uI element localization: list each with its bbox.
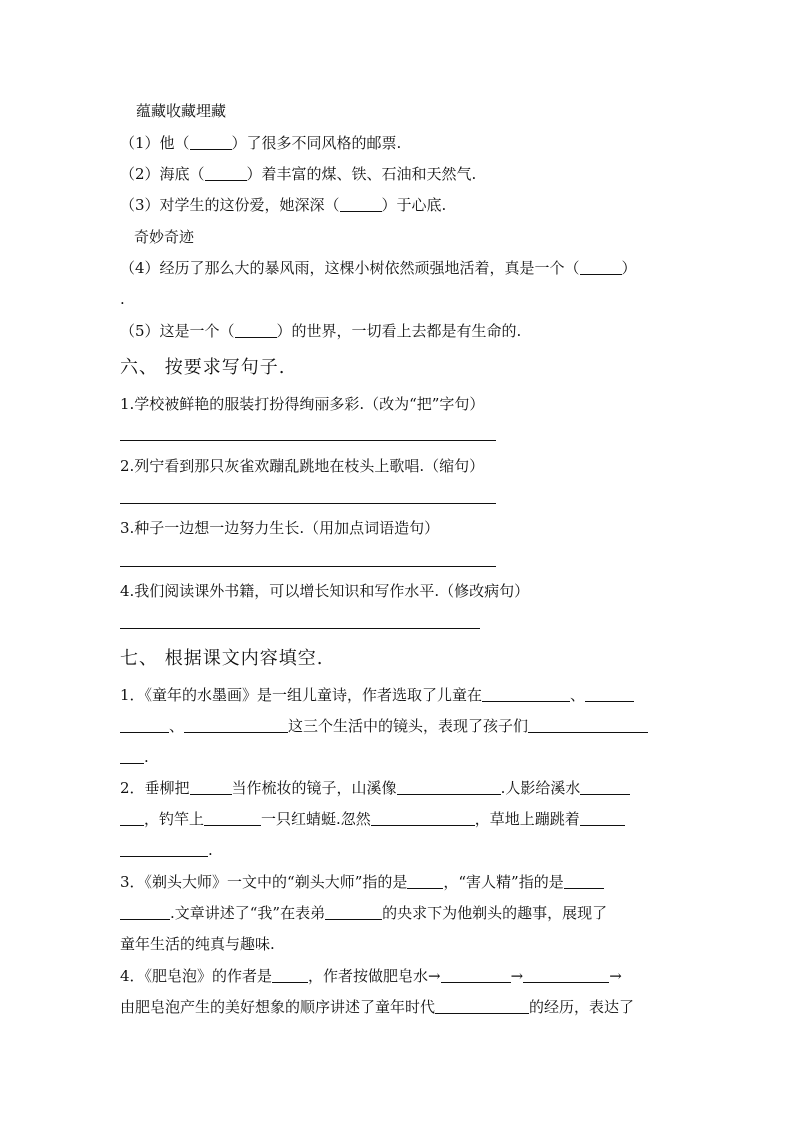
answer-blank[interactable] [585,686,634,702]
answer-blank[interactable] [523,967,609,983]
answer-blank[interactable] [441,967,511,983]
s7-q1-line1: 1．《童年的水墨画》是一组儿童诗，作者选取了儿童在 、 [120,684,634,706]
answer-blank[interactable] [190,134,232,150]
answer-blank[interactable] [435,998,529,1014]
section-6-title: 六、 按要求写句子. [120,357,286,378]
answer-blank[interactable] [528,717,648,733]
answer-blank[interactable] [580,259,622,275]
answer-blank[interactable] [184,717,288,733]
s6-question-2: 2.列宁看到那只灰雀欢蹦乱跳地在枝头上歌唱.（缩句） [120,457,485,475]
answer-blank[interactable] [204,810,261,826]
q5-item-3: （3）对学生的这份爱，她深深（ ）于心底. [120,196,447,214]
answer-blank[interactable] [340,196,382,212]
s6-question-3: 3.种子一边想一边努力生长.（用加点词语造句） [120,519,440,537]
answer-blank[interactable] [190,779,232,795]
answer-blank[interactable] [120,748,144,764]
answer-blank[interactable] [325,904,382,920]
answer-blank[interactable] [120,717,169,733]
section-7-title: 七、 根据课文内容填空. [120,648,324,669]
answer-blank[interactable] [580,810,625,826]
answer-blank[interactable] [272,967,308,983]
s7-q4-line1: 4．《肥皂泡》的作者是 ，作者按做肥皂水→ → → [120,967,622,985]
s7-q2-line1: 2．垂柳把 当作梳妆的镜子，山溪像 .人影给溪水 [120,777,630,799]
answer-blank[interactable] [120,810,144,826]
answer-blank[interactable] [120,904,170,920]
answer-blank[interactable] [564,873,604,889]
answer-line[interactable] [120,628,480,629]
q5-item-4-cont: . [120,290,125,308]
answer-blank[interactable] [120,841,208,857]
s6-question-4: 4.我们阅读课外书籍，可以增长知识和写作水平.（修改病句） [120,582,530,600]
s7-q3-line3: 童年生活的纯真与趣味. [120,935,275,953]
answer-blank[interactable] [407,873,443,889]
answer-blank[interactable] [235,322,277,338]
answer-blank[interactable] [205,165,247,181]
s7-q3-line1: 3．《剃头大师》一文中的“剃头大师”指的是 ，“害人精”指的是 [120,871,604,893]
q5-item-4: （4）经历了那么大的暴风雨，这棵小树依然顽强地活着，真是一个（ ） [120,259,637,277]
s6-question-1: 1.学校被鲜艳的服装打扮得绚丽多彩.（改为“把”字句） [120,395,485,413]
q5-item-2: （2）海底（ ）着丰富的煤、铁、石油和天然气. [120,165,477,183]
s7-q3-line2: .文章讲述了“我”在表弟 的央求下为他剃头的趣事，展现了 [120,902,607,924]
answer-blank[interactable] [580,779,630,795]
q5-item-1: （1）他（ ）了很多不同风格的邮票. [120,134,402,152]
answer-blank[interactable] [371,810,475,826]
s7-q2-line2: ，钓竿上 一只红蜻蜓.忽然 ，草地上蹦跳着 [120,808,625,830]
answer-line[interactable] [120,566,496,567]
s7-q1-line2: 、 这三个生活中的镜头，表现了孩子们 [120,715,648,737]
s7-q4-line2: 由肥皂泡产生的美好想象的顺序讲述了童年时代 的经历，表达了 [120,998,635,1016]
answer-line[interactable] [120,440,496,441]
q5-item-5: （5）这是一个（ ）的世界，一切看上去都是有生命的. [120,322,522,340]
s7-q2-line3: . [120,839,213,861]
answer-line[interactable] [120,503,496,504]
s7-q1-line3: . [120,746,149,768]
word-bank-a: 蕴藏收藏埋藏 [136,102,227,120]
word-bank-b: 奇妙奇迹 [134,228,195,246]
answer-blank[interactable] [397,779,501,795]
answer-blank[interactable] [482,686,570,702]
